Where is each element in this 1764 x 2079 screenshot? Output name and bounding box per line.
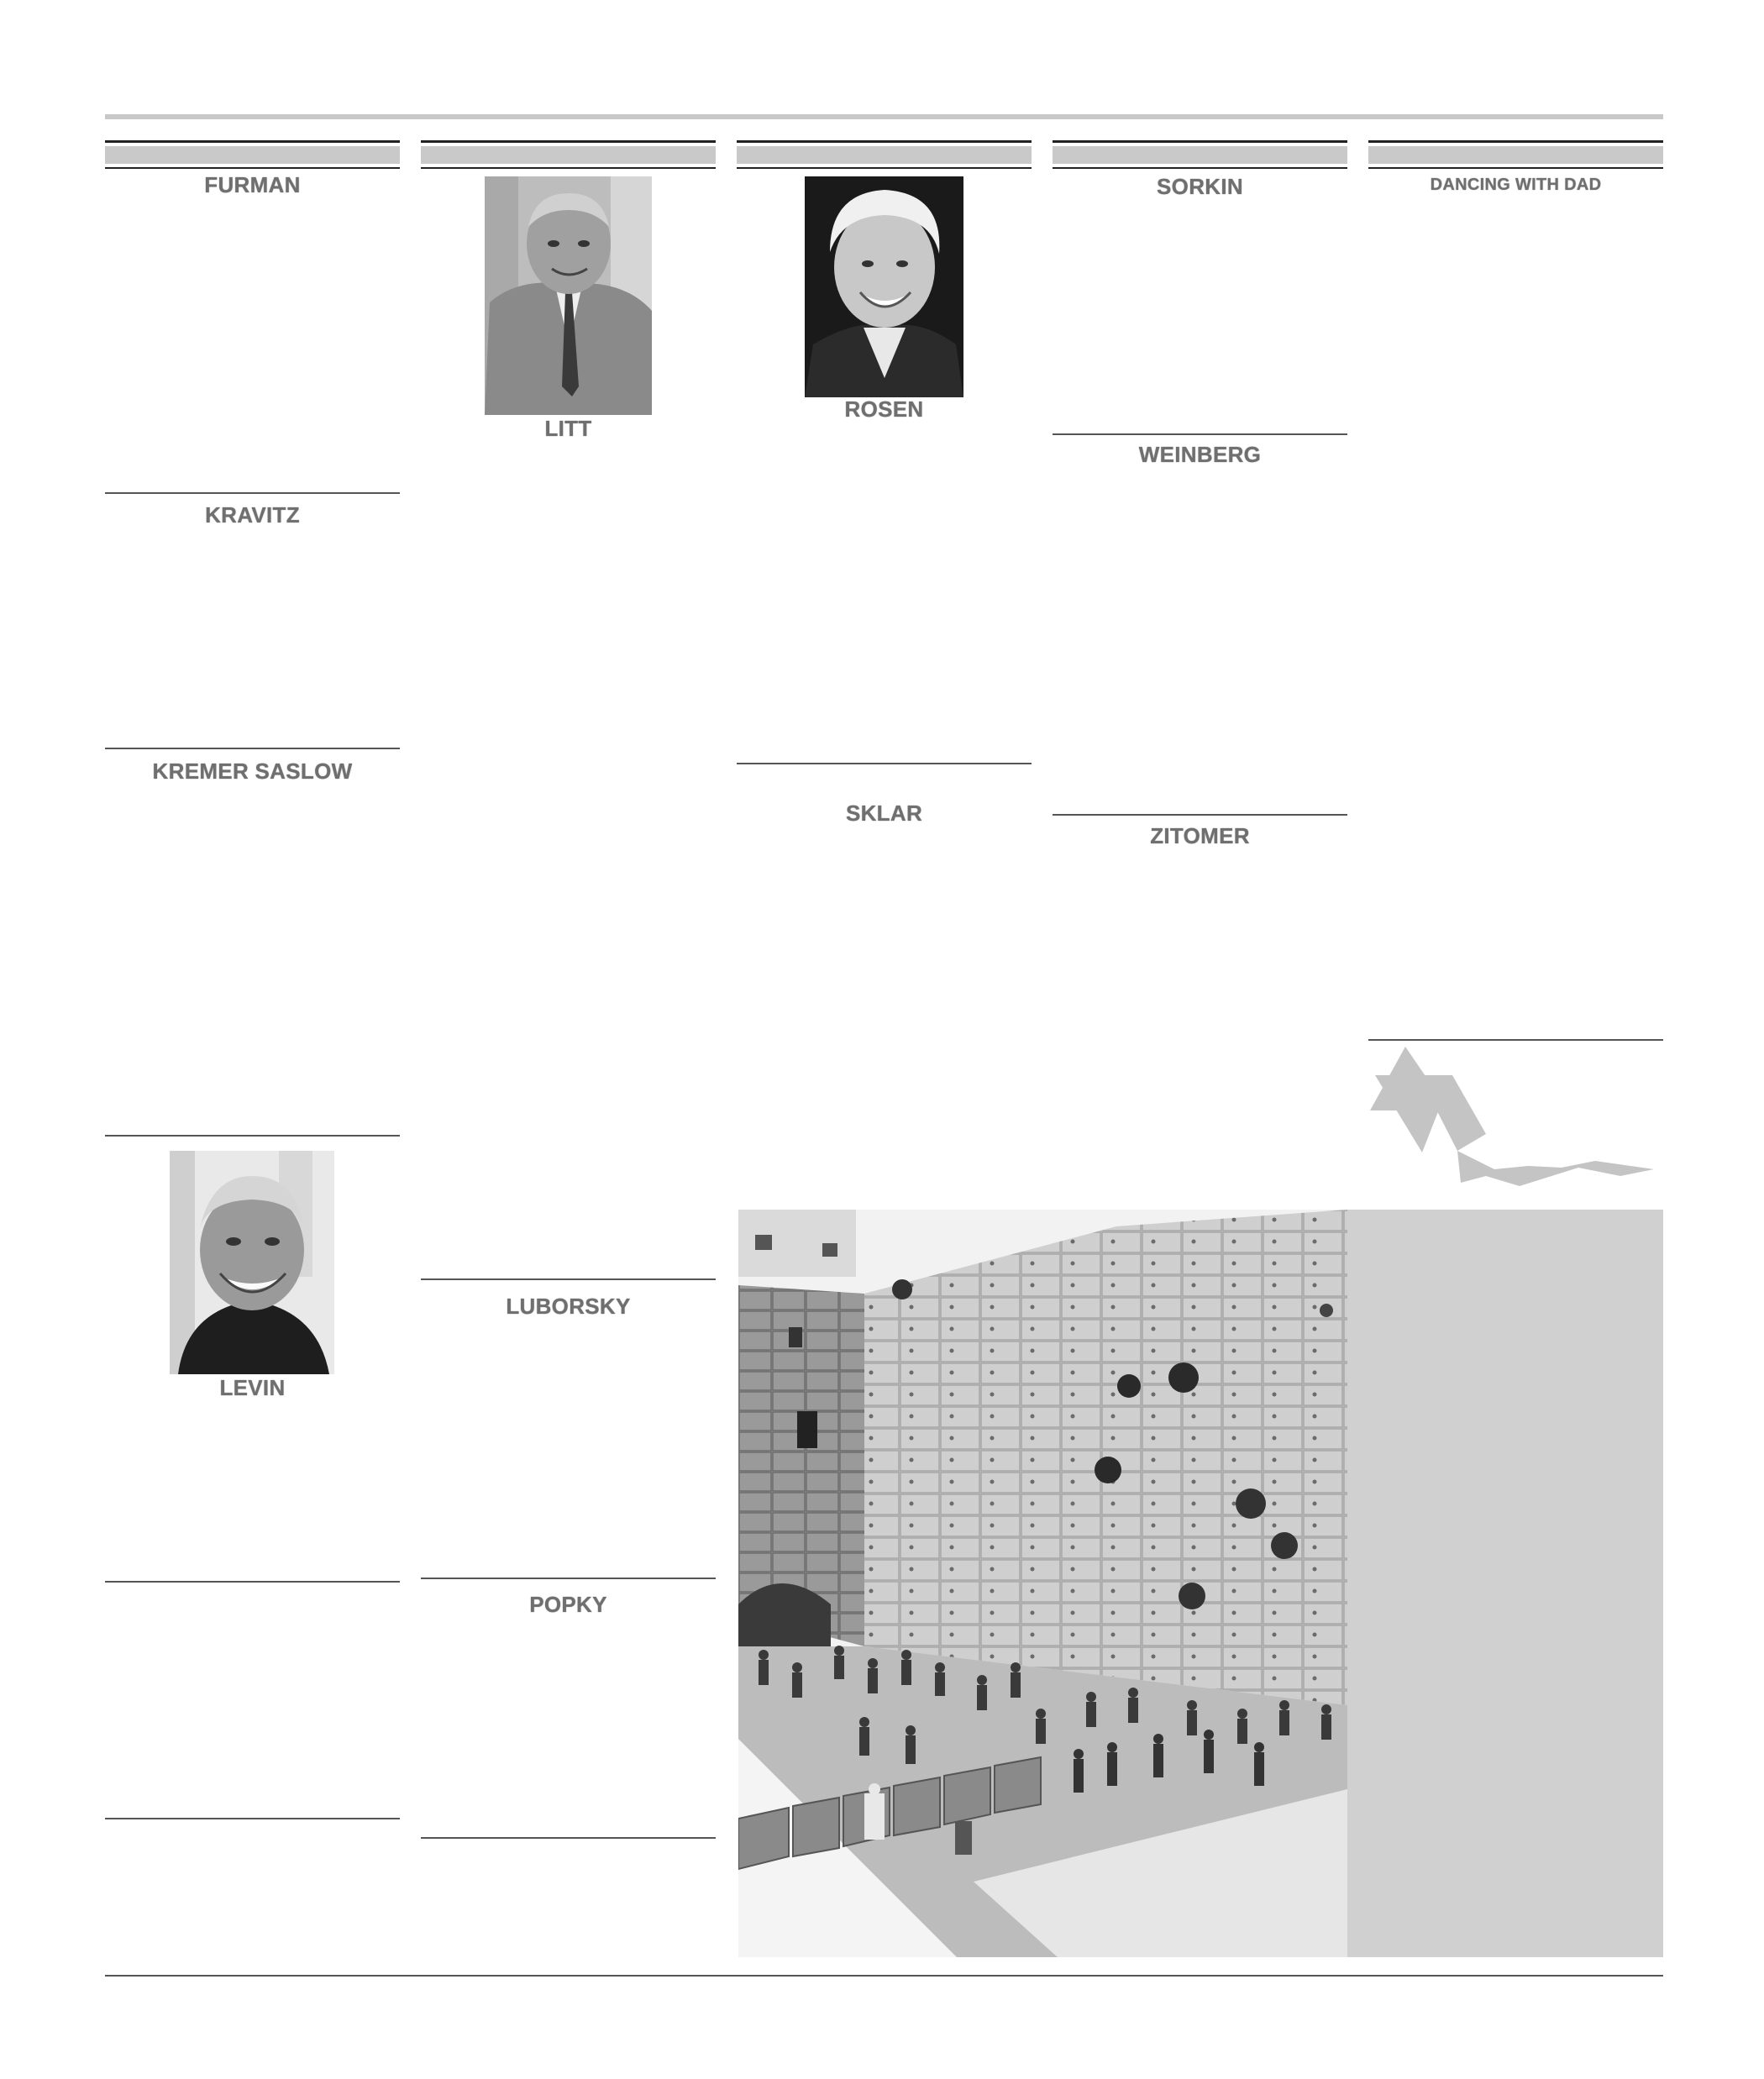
separator (105, 1135, 400, 1137)
separator (421, 1278, 716, 1280)
grey-panel (1347, 1210, 1663, 1957)
obituary-name-weinberg: WEINBERG (1138, 442, 1262, 467)
levin-portrait-photo (170, 1151, 334, 1374)
separator (1053, 433, 1347, 435)
litt-portrait-photo (485, 176, 652, 415)
separator (1368, 1039, 1663, 1041)
obituary-name-sklar: SKLAR (845, 801, 923, 826)
obituary-name-litt: LITT (544, 416, 592, 441)
obituary-name-levin: LEVIN (219, 1375, 286, 1400)
separator (421, 1578, 716, 1579)
column-4-header-band (1053, 140, 1347, 169)
obituary-name-rosen: ROSEN (844, 396, 924, 422)
obituary-name-popky: POPKY (529, 1592, 607, 1617)
separator (1053, 814, 1347, 816)
obituary-name-kravitz: KRAVITZ (205, 502, 300, 528)
column-1-header-band (105, 140, 400, 169)
top-rule (105, 114, 1663, 119)
feature-title-dancing-with-dad: DANCING WITH DAD (1430, 176, 1602, 194)
star-of-david-graphic (1368, 1042, 1663, 1193)
column-3-header-band (737, 140, 1032, 169)
obituary-name-kremer-saslow: KREMER SASLOW (152, 759, 353, 784)
bottom-rule (105, 1975, 1663, 1977)
separator (105, 748, 400, 749)
separator (737, 763, 1032, 764)
obituary-name-sorkin: SORKIN (1157, 174, 1243, 199)
separator (421, 1837, 716, 1839)
column-2-header-band (421, 140, 716, 169)
separator (105, 492, 400, 494)
obituary-name-luborsky: LUBORSKY (506, 1294, 631, 1319)
separator (105, 1818, 400, 1819)
rosen-portrait-photo (805, 176, 963, 397)
separator (105, 1581, 400, 1583)
western-wall-photo (738, 1210, 1347, 1957)
obituary-name-furman: FURMAN (204, 172, 301, 197)
obituary-name-zitomer: ZITOMER (1150, 823, 1250, 848)
column-5-header-band (1368, 140, 1663, 169)
